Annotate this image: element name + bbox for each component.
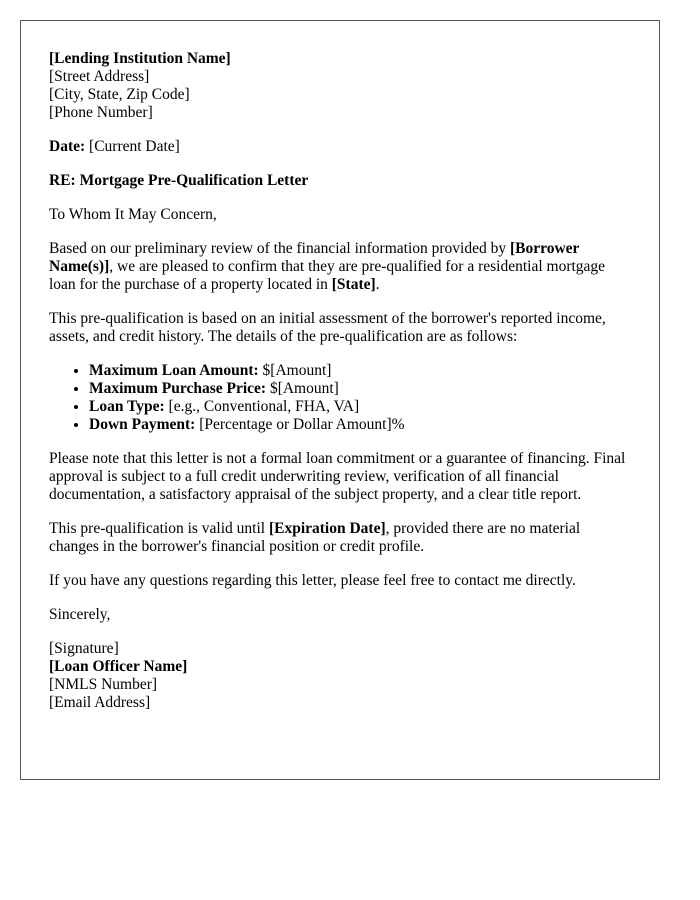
max-loan-label: Maximum Loan Amount: (89, 362, 259, 379)
loan-type-value: [e.g., Conventional, FHA, VA] (164, 398, 360, 415)
subject-line (49, 172, 631, 190)
para1-text-3: . (375, 276, 380, 293)
down-payment-value: [Percentage or Dollar Amount]% (195, 416, 405, 433)
para1-text-1: Based on our preliminary review of the financial information provided by (49, 240, 510, 257)
lender-street: [Street Address] (49, 68, 150, 85)
lender-address-block (49, 50, 631, 122)
para1-text-2: , we are pleased to confirm that they are pre-qualified for a residential mortgage loan for the purchase of a property located in (49, 258, 606, 293)
para4-text-2: , provided there are no material changes in the borrower's financial position or credit profile. (49, 520, 581, 555)
paragraph-disclaimer: Please note that this letter is not a formal loan commitment or a guarantee of financing. Final approval is subject to a full credit underwriting review, verification of all financial documentation, a satisfactory appraisal of the subject property, and a clear title report. (49, 450, 626, 503)
paragraph-contact: If you have any questions regarding this letter, please feel free to contact me directly. (49, 572, 576, 589)
max-loan-value: $[Amount] (258, 362, 332, 379)
max-price-value: $[Amount] (266, 380, 339, 397)
loan-type-label: Loan Type: (89, 398, 165, 415)
date-value: [Current Date] (85, 138, 180, 155)
property-state: [State] (331, 276, 376, 293)
salutation: To Whom It May Concern, (49, 206, 217, 223)
borrower-name: [Borrower Name(s)] (49, 240, 580, 275)
details-list (49, 362, 631, 434)
letter (20, 20, 660, 780)
date-label: Date: (49, 138, 86, 155)
expiration-date: [Expiration Date] (268, 520, 386, 537)
signature-block (49, 640, 631, 712)
paragraph-prequalification (49, 240, 631, 294)
lender-name: [Lending Institution Name] (49, 50, 231, 67)
list-item (89, 380, 631, 398)
closing: Sincerely, (49, 606, 111, 623)
loan-officer-name: [Loan Officer Name] (49, 658, 188, 675)
paragraph-validity (49, 520, 631, 556)
lender-city: [City, State, Zip Code] (49, 86, 190, 103)
para4-text-1: This pre-qualification is valid until (49, 520, 269, 537)
signature: [Signature] (49, 640, 119, 657)
date-line (49, 138, 631, 156)
email-address: [Email Address] (49, 694, 151, 711)
paragraph-assessment: This pre-qualification is based on an initial assessment of the borrower's reported income, assets, and credit history. The details of the pre-qualification are as follows: (49, 310, 606, 345)
max-price-label: Maximum Purchase Price: (89, 380, 267, 397)
list-item (89, 362, 631, 380)
lender-phone: [Phone Number] (49, 104, 153, 121)
list-item (89, 398, 631, 416)
down-payment-label: Down Payment: (89, 416, 196, 433)
subject-text: RE: Mortgage Pre-Qualification Letter (49, 172, 309, 189)
nmls-number: [NMLS Number] (49, 676, 158, 693)
list-item (89, 416, 631, 434)
